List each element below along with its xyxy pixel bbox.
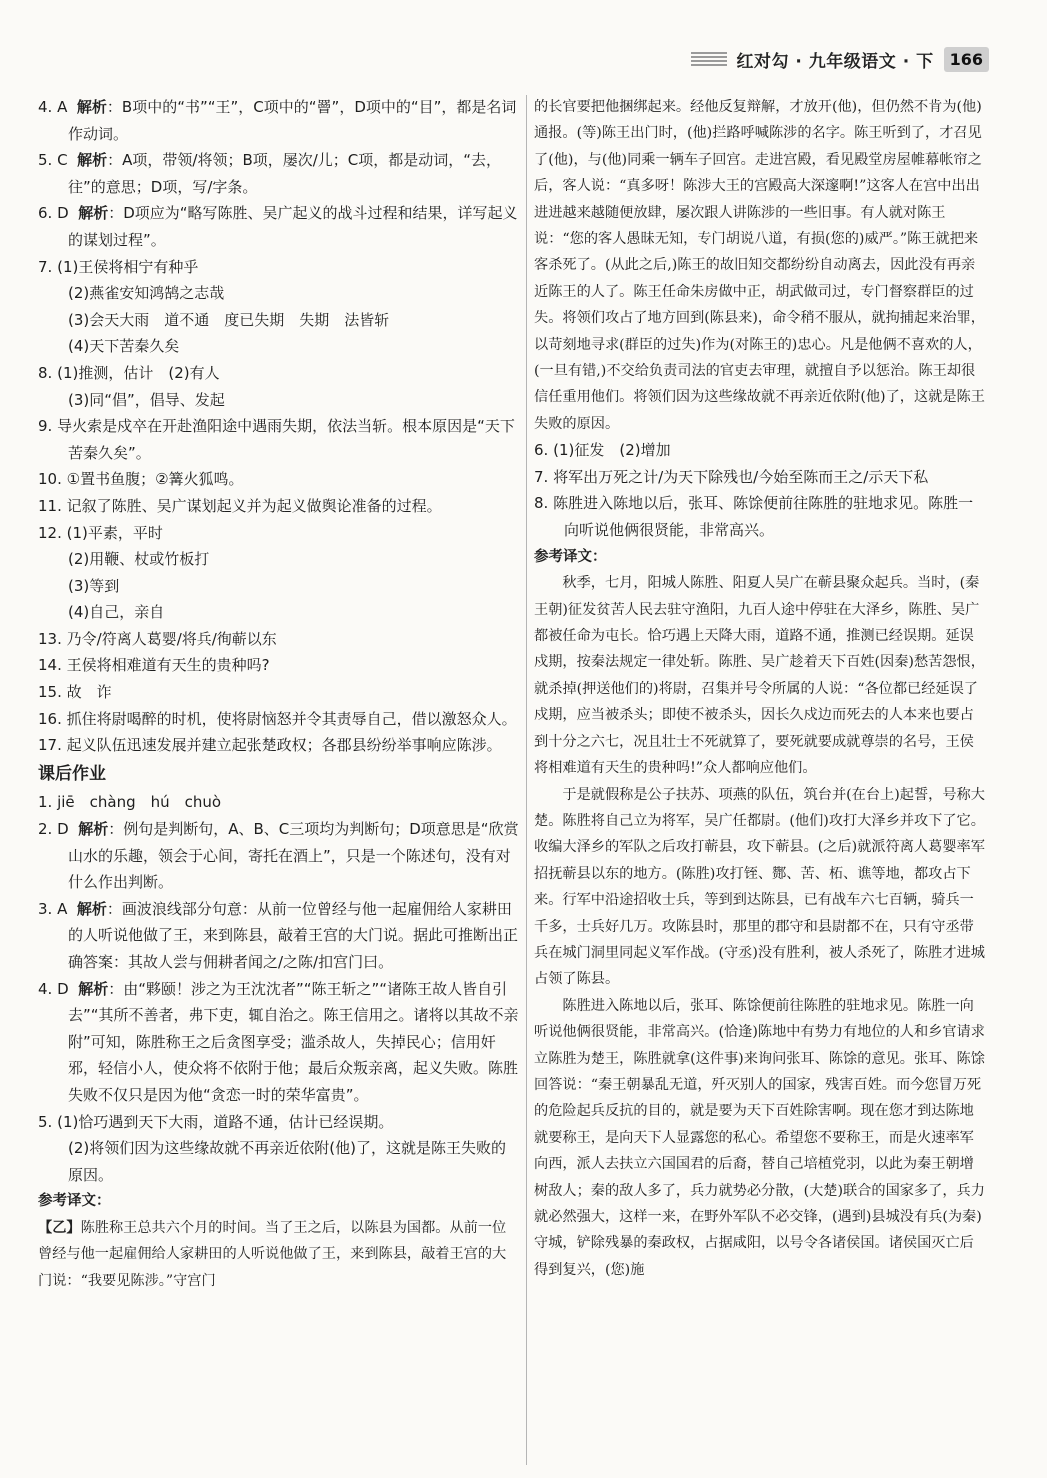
answer-item: 1. jiē chàng hú chuò <box>38 793 222 812</box>
answer-item: 5. (1)恰巧遇到天下大雨，道路不通，估计已经误期。 <box>38 1112 394 1131</box>
page-header <box>691 44 990 74</box>
answer-item: 4. A 解析：B项中的“书”“王”，C项中的“罾”，D项中的“目”，都是名词作动词。 <box>38 98 517 143</box>
answer-subline: (3)会天大雨 道不通 度已失期 失期 法皆斩 <box>68 310 390 329</box>
answer-item: 4. D 解析：由“夥颐！涉之为王沈沈者”“陈王斩之”“诸陈王故人皆自引去”“其所不善者，弗下吏，辄自治之。陈王信用之。诸将以其故不亲附”可知，陈胜称王之后贪图享受；滥杀故人，失掉民心；信用奸邪，轻信小人，使众将不依附于他；最后众叛亲离，起义失败。陈胜失败不仅只是因为他“贪恋一时的荣华富贵”。 <box>38 979 519 1104</box>
answer-subline: (2)用鞭、杖或竹板打 <box>68 550 210 569</box>
translation-paragraph: 秋季，七月，阳城人陈胜、阳夏人吴广在蕲县聚众起兵。当时，(秦王朝)征发贫苦人民去驻守渔阳，九百人途中停驻在大泽乡，陈胜、吴广都被任命为屯长。恰巧遇上天降大雨，道路不通，推测已经误期。延误戍期，按秦法规定一律处斩。陈胜、吴广趁着天下百姓(因秦)愁苦怨恨，就杀掉(押送他们的)将尉，召集并号令所属的人说：“各位都已经延误了戍期，应当被杀头；即使不被杀头，因长久戍边而死去的人本来也要占到十分之六七，况且壮士不死就算了，要死就要成就尊崇的名号，王侯将相难道有天生的贵种吗!”众人都响应他们。 <box>534 575 985 777</box>
answer-subline: (4)天下苦秦久矣 <box>68 337 180 356</box>
answer-item: 5. C 解析：A项，带领/将领；B项，屡次/儿；C项，都是动词，“去，往”的意思；D项，写/字条。 <box>38 151 502 196</box>
section-title-homework: 课后作业 <box>38 763 106 784</box>
answer-item: 11. 记叙了陈胜、吴广谋划起义并为起义做舆论准备的过程。 <box>38 496 442 515</box>
answer-subline: (4)自己，亲自 <box>68 603 165 622</box>
answer-item: 9. 导火索是戍卒在开赴渔阳途中遇雨失期，依法当斩。根本原因是“天下苦秦久矣”。 <box>38 417 515 462</box>
answer-item: 7. (1)王侯将相宁有种乎 <box>38 257 199 276</box>
answer-item: 10. ①置书鱼腹；②篝火狐鸣。 <box>38 470 244 489</box>
answer-item: 8. 陈胜进入陈地以后，张耳、陈馀便前往陈胜的驻地求见。陈胜一向听说他俩很贤能，非常高兴。 <box>534 494 974 540</box>
answer-subline: (2)燕雀安知鸿鹄之志哉 <box>68 284 225 303</box>
translation-paragraph: 于是就假称是公子扶苏、项燕的队伍，筑台并(在台上)起誓，号称大楚。陈胜将自己立为将军，吴广任都尉。(他们)攻打大泽乡并攻下了它。收编大泽乡的军队之后攻打蕲县，攻下蕲县。(之后)就派符离人葛婴率军招抚蕲县以东的地方。(陈胜)攻打铚、酂、苦、柘、谯等地，都攻占下来。行军中沿途招收士兵，等到到达陈县，已有战车六七百辆，骑兵一千多，士兵好几万。攻陈县时，那里的郡守和县尉都不在，只有守丞带兵在城门洞里同起义军作战。(守丞)没有胜利，被人杀死了，陈胜才进城占领了陈县。 <box>534 786 985 988</box>
answer-item: 12. (1)平素，平时 <box>38 523 163 542</box>
answer-item: 2. D 解析：例句是判断句，A、B、C三项均为判断句；D项意思是“欣赏山水的乐趣，领会于心间，寄托在酒上”，只是一个陈述句，没有对什么作出判断。 <box>38 820 519 892</box>
right-column <box>534 94 986 1283</box>
answer-item: 17. 起义队伍迅速发展并建立起张楚政权；各郡县纷纷举事响应陈涉。 <box>38 736 502 755</box>
translation-paragraph: 陈胜进入陈地以后，张耳、陈馀便前往陈胜的驻地求见。陈胜一向听说他俩很贤能，非常高兴。(恰逢)陈地中有势力有地位的人和乡官请求立陈胜为楚王，陈胜就拿(这件事)来询问张耳、陈馀的意见。张耳、陈馀回答说：“秦王朝暴乱无道，歼灭别人的国家，残害百姓。而今您冒万死的危险起兵反抗的目的，就是要为天下百姓除害啊。现在您才到达陈地就要称王，是向天下人显露您的私心。希望您不要称王，而是火速率军向西，派人去扶立六国国君的后裔，替自己培植党羽，以此为秦王朝增树敌人；秦的敌人多了，兵力就势必分散，(大楚)联合的国家多了，兵力就必然强大，这样一来，在野外军队不必交锋，(遇到)县城没有兵(为秦)守城，铲除残暴的秦政权，占据咸阳，以号令各诸侯国。诸侯国灭亡后得到复兴，(您)施 <box>534 997 985 1278</box>
answer-item: 15. 故 诈 <box>38 683 112 702</box>
header-lines-decoration <box>691 52 727 66</box>
reference-translation-label: 参考译文： <box>38 1193 111 1210</box>
column-divider <box>526 95 527 1465</box>
answer-item: 6. D 解析：D项应为“略写陈胜、吴广起义的战斗过程和结果，详写起义的谋划过程”。 <box>38 204 518 249</box>
answer-subline: (3)同“倡”，倡导、发起 <box>68 390 225 409</box>
answer-item: 8. (1)推测，估计 (2)有人 <box>38 363 220 382</box>
page-number: 166 <box>944 47 989 72</box>
answer-item: 6. (1)征发 (2)增加 <box>534 441 671 460</box>
answer-subline: (2)将领们因为这些缘故就不再亲近依附(他)了，这就是陈王失败的原因。 <box>68 1139 506 1184</box>
answer-item: 14. 王侯将相难道有天生的贵种吗? <box>38 656 270 675</box>
answer-subline: (3)等到 <box>68 576 120 595</box>
translation-paragraph: 【乙】陈胜称王总共六个月的时间。当了王之后，以陈县为国都。从前一位曾经与他一起雇佣给人家耕田的人听说他做了王，来到陈县，敲着王宫的大门说：“我要见陈涉。”守宫门 <box>38 1219 507 1289</box>
answer-item: 3. A 解析：画波浪线部分句意：从前一位曾经与他一起雇佣给人家耕田的人听说他做了王，来到陈县，敲着王宫的大门说。据此可推断出正确答案：其故人尝与佣耕者闻之/之陈/扣宫门曰。 <box>38 899 519 971</box>
answer-item: 16. 抓住将尉喝醉的时机，使将尉恼怒并令其责辱自己，借以激怒众人。 <box>38 709 517 728</box>
book-title: 红对勾 · 九年级语文 · 下 <box>736 51 934 72</box>
reference-translation-label: 参考译文： <box>534 548 607 565</box>
answer-item: 13. 乃令/符离人葛婴/将兵/徇蕲以东 <box>38 629 277 648</box>
left-column <box>38 94 520 1294</box>
translation-continued: 的长官要把他捆绑起来。经他反复辩解，才放开(他)，但仍然不肯为(他)通报。(等)陈王出门时，(他)拦路呼喊陈涉的名字。陈王听到了，才召见了(他)，与(他)同乘一辆车子回宫。走进宫殿，看见殿堂房屋帷幕帐帘之后，客人说：“真多呀！陈涉大王的宫殿高大深邃啊!”这客人在宫中出出进进越来越随便放肆，屡次跟人讲陈涉的一些旧事。有人就对陈王说：“您的客人愚昧无知，专门胡说八道，有损(您的)威严。”陈王就把来客杀死了。(从此之后,)陈王的故旧知交都纷纷自动离去，因此没有再亲近陈王的人了。陈王任命朱房做中正，胡武做司过，专门督察群臣的过失。将领们攻占了地方回到(陈县来)，命令稍不服从，就拘捕起来治罪，以苛刻地寻求(群臣的过失)作为(对陈王的)忠心。凡是他俩不喜欢的人，(一旦有错,)不交给负责司法的官吏去审理，就擅自予以惩治。陈王却很信任重用他们。将领们因为这些缘故就不再亲近依附(他)了，这就是陈王失败的原因。 <box>534 99 985 432</box>
answer-item: 7. 将军出万死之计/为天下除残也/今始至陈而王之/示天下私 <box>534 467 929 486</box>
